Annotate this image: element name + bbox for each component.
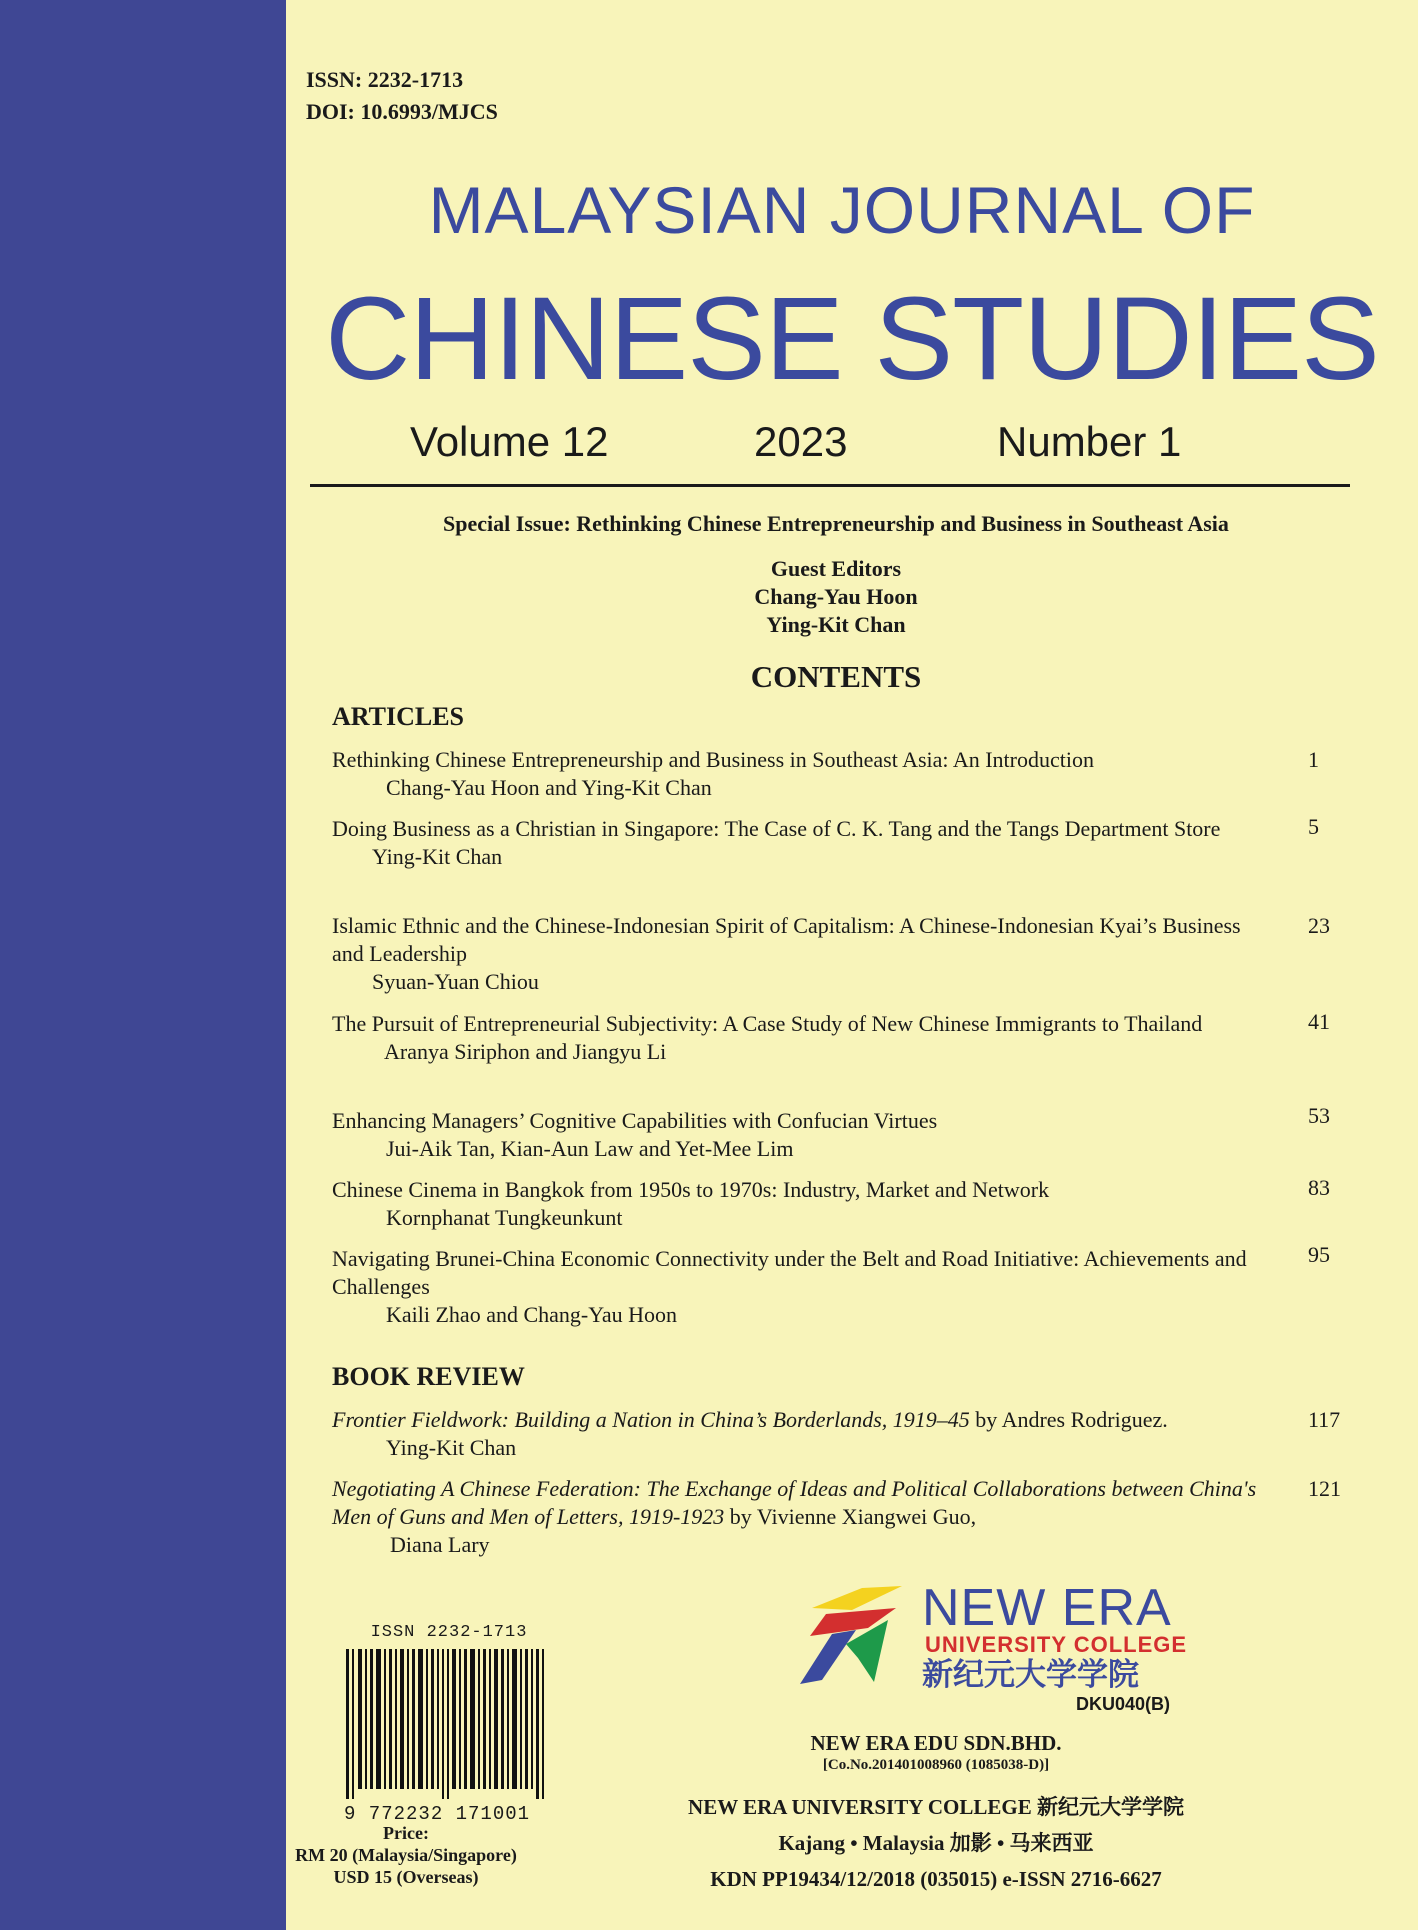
article-page: 95 [1308, 1242, 1330, 1267]
barcode-number: 9 772232 171001 [344, 1803, 531, 1825]
barcode-block [344, 1623, 554, 1825]
cover-content [286, 0, 1418, 1930]
review-entry[interactable] [332, 1406, 1312, 1462]
number-label: Number 1 [997, 418, 1182, 465]
articles-heading: ARTICLES [332, 702, 465, 731]
price-label: Price: [383, 1823, 429, 1843]
article-authors: Kaili Zhao and Chang-Yau Hoon [386, 1302, 678, 1327]
review-book-title: Frontier Fieldwork: Building a Nation in China’s Borderlands, 1919–45 [332, 1407, 970, 1432]
article-entry[interactable] [332, 1176, 1312, 1232]
cover-spine [0, 0, 286, 1930]
article-page: 83 [1308, 1175, 1330, 1200]
new-era-logo-icon [792, 1580, 920, 1690]
title-divider [310, 484, 1350, 487]
issn-doi-block [306, 64, 498, 128]
article-authors: Syuan-Yuan Chiou [372, 969, 539, 994]
article-entry[interactable] [332, 746, 1312, 802]
contents-heading: CONTENTS [750, 659, 922, 694]
price-overseas: USD 15 (Overseas) [333, 1867, 479, 1887]
article-title[interactable]: Doing Business as a Christian in Singapore: The Case of C. K. Tang and the Tangs Department Store [332, 816, 1221, 841]
review-page: 117 [1308, 1407, 1341, 1432]
logo-chinese-name: 新纪元大学学院 [922, 1657, 1139, 1693]
article-title[interactable]: Navigating Brunei-China Economic Connectivity under the Belt and Road Initiative: Achievements and Challenges [332, 1246, 1247, 1299]
logo-subtitle: UNIVERSITY COLLEGE [925, 1632, 1188, 1657]
article-title[interactable]: Rethinking Chinese Entrepreneurship and Business in Southeast Asia: An Introduction [332, 747, 1094, 772]
review-citation[interactable] [332, 1475, 1272, 1531]
article-entry[interactable] [332, 1107, 1312, 1163]
review-citation[interactable] [332, 1406, 1272, 1434]
company-number: [Co.No.201401008960 (1085038-D)] [822, 1757, 1050, 1773]
article-page: 5 [1308, 814, 1319, 839]
barcode-icon [344, 1643, 554, 1803]
guest-editors-block [286, 555, 1386, 639]
logo-code: DKU040(B) [1076, 1694, 1171, 1714]
issn-text: ISSN: 2232-1713 [306, 67, 464, 92]
special-issue-title: Special Issue: Rethinking Chinese Entrepreneurship and Business in Southeast Asia [443, 511, 1229, 536]
article-authors: Aranya Siriphon and Jiangyu Li [384, 1039, 667, 1064]
article-entry[interactable] [332, 815, 1312, 871]
college-name: NEW ERA UNIVERSITY COLLEGE 新纪元大学学院 [688, 1795, 1184, 1819]
review-book-author: by Andres Rodriguez. [969, 1407, 1168, 1432]
article-page: 1 [1308, 747, 1319, 772]
kdn-issn-line: KDN PP19434/12/2018 (035015) e-ISSN 2716-6627 [710, 1867, 1162, 1891]
price-local: RM 20 (Malaysia/Singapore) [295, 1845, 517, 1865]
year-label: 2023 [754, 418, 848, 465]
barcode-issn: ISSN 2232-1713 [370, 1623, 528, 1642]
price-block [276, 1822, 536, 1888]
article-authors: Ying-Kit Chan [372, 844, 503, 869]
article-title[interactable]: Chinese Cinema in Bangkok from 1950s to 1970s: Industry, Market and Network [332, 1177, 1050, 1202]
journal-title-line2: CHINESE STUDIES [325, 273, 1379, 405]
volume-label: Volume 12 [410, 418, 609, 465]
journal-title-line1: MALAYSIAN JOURNAL OF [428, 173, 1256, 247]
publisher-name: NEW ERA EDU SDN.BHD. [810, 1731, 1062, 1755]
review-entry[interactable] [332, 1475, 1312, 1559]
article-title[interactable]: Enhancing Managers’ Cognitive Capabilities with Confucian Virtues [332, 1108, 938, 1133]
article-page: 23 [1308, 913, 1330, 938]
article-authors: Chang-Yau Hoon and Ying-Kit Chan [386, 775, 712, 800]
guest-editor-name: Chang-Yau Hoon [754, 584, 918, 609]
review-book-title: Negotiating A Chinese Federation: The Exchange of Ideas and Political Collaborations between China's Men of Guns and Men of Letters, 1919-1923 [332, 1476, 1257, 1529]
guest-editors-label: Guest Editors [770, 556, 902, 581]
article-entry[interactable] [332, 912, 1312, 996]
article-title[interactable]: Islamic Ethnic and the Chinese-Indonesian Spirit of Capitalism: A Chinese-Indonesian Kyai’s Business and Leadership [332, 913, 1241, 966]
article-entry[interactable] [332, 1245, 1312, 1329]
review-reviewer: Diana Lary [390, 1532, 490, 1557]
guest-editor-name: Ying-Kit Chan [766, 612, 906, 637]
article-entry[interactable] [332, 1010, 1312, 1066]
article-title[interactable]: The Pursuit of Entrepreneurial Subjectivity: A Case Study of New Chinese Immigrants to Thailand [332, 1011, 1203, 1036]
review-reviewer: Ying-Kit Chan [386, 1435, 517, 1460]
review-page: 121 [1308, 1476, 1341, 1501]
logo-name: NEW ERA [922, 1579, 1172, 1637]
location-line: Kajang • Malaysia 加影 • 马来西亚 [778, 1831, 1094, 1855]
book-review-heading: BOOK REVIEW [332, 1362, 525, 1391]
doi-text: DOI: 10.6993/MJCS [306, 99, 498, 124]
article-authors: Kornphanat Tungkeunkunt [386, 1205, 623, 1230]
article-page: 53 [1308, 1103, 1330, 1128]
article-authors: Jui-Aik Tan, Kian-Aun Law and Yet-Mee Lim [386, 1136, 794, 1161]
article-page: 41 [1308, 1009, 1330, 1034]
review-book-author: by Vivienne Xiangwei Guo, [724, 1504, 977, 1529]
